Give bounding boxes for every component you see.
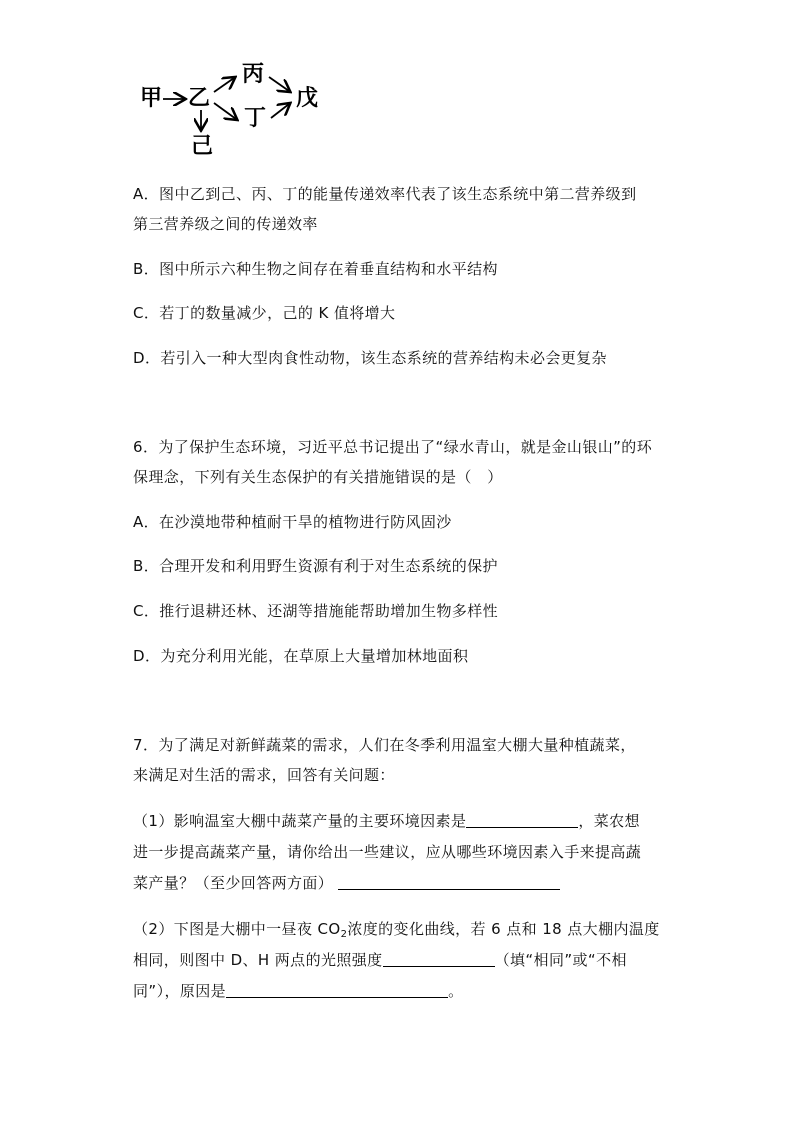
q5-option-a-line1: A．图中乙到己、丙、丁的能量传递效率代表了该生态系统中第二营养级到 <box>133 185 637 203</box>
q7-part2-text-f: 。 <box>448 982 464 1000</box>
q5-option-d: D．若引入一种大型肉食性动物，该生态系统的营养结构未必会更复杂 <box>133 349 607 367</box>
food-web-arrows <box>138 62 338 162</box>
arrow-yi-bing <box>214 78 234 92</box>
q6-option-b: B．合理开发和利用野生资源有利于对生态系统的保护 <box>133 557 498 575</box>
q5-option-c: C．若丁的数量减少，己的 K 值将增大 <box>133 304 396 322</box>
food-web-diagram <box>138 62 338 162</box>
q7-part2-text-b: 浓度的变化曲线，若 6 点和 18 点大棚内温度 <box>347 920 660 938</box>
q7-part1-text-c: 菜产量？（至少回答两方面） <box>133 874 334 892</box>
q7-part2-line2 <box>133 950 627 970</box>
q7-part2-text-e: 同”），原因是 <box>133 982 227 1000</box>
q7-part1-line3 <box>133 873 560 893</box>
node-ding: 丁 <box>244 106 267 131</box>
q7-part2-text-d: （填“相同”或“不相 <box>494 951 627 969</box>
answer-blank-1[interactable] <box>466 813 578 828</box>
answer-blank-2[interactable] <box>338 875 560 890</box>
arrow-yi-ding <box>214 103 236 119</box>
q7-part2-text-a: （2）下图是大棚中一昼夜 CO <box>133 920 341 938</box>
q7-part2-line3 <box>133 981 463 1001</box>
q7-stem-line1: 7．为了满足对新鲜蔬菜的需求，人们在冬季利用温室大棚大量种植蔬菜， <box>133 736 636 754</box>
q7-part1-text-b: ，菜农想 <box>578 812 640 830</box>
node-yi: 乙 <box>188 86 211 111</box>
q7-part1-text-a: （1）影响温室大棚中蔬菜产量的主要环境因素是 <box>133 812 467 830</box>
q6-option-d: D．为充分利用光能，在草原上大量增加林地面积 <box>133 647 469 665</box>
q7-stem-line2: 来满足对生活的需求，回答有关问题： <box>133 766 395 784</box>
answer-blank-4[interactable] <box>226 983 448 998</box>
q5-option-b: B．图中所示六种生物之间存在着垂直结构和水平结构 <box>133 260 498 278</box>
node-ji: 己 <box>191 134 214 159</box>
q6-option-c: C．推行退耕还林、还湖等措施能帮助增加生物多样性 <box>133 602 499 620</box>
q7-part2-line1 <box>133 919 660 945</box>
q7-part2-text-c: 相同，则图中 D、H 两点的光照强度 <box>133 951 383 969</box>
co2-subscript: 2 <box>340 929 348 940</box>
q6-option-a: A．在沙漠地带种植耐干旱的植物进行防风固沙 <box>133 513 452 531</box>
q5-option-a-line2: 第三营养级之间的传递效率 <box>133 215 318 233</box>
q7-part1-line2: 进一步提高蔬菜产量，请你给出一些建议，应从哪些环境因素入手来提高蔬 <box>133 843 642 861</box>
q6-stem-line1: 6．为了保护生态环境，习近平总书记提出了“绿水青山，就是金山银山”的环 <box>133 438 653 456</box>
node-wu: 戊 <box>296 86 319 111</box>
q7-part1-line1 <box>133 811 640 831</box>
arrow-ding-wu <box>271 104 289 118</box>
node-bing: 丙 <box>242 62 265 87</box>
q6-stem-line2: 保理念，下列有关生态保护的有关措施错误的是（ ） <box>133 468 503 486</box>
answer-blank-3[interactable] <box>383 952 495 967</box>
node-jia: 甲 <box>140 86 163 111</box>
arrow-bing-wu <box>269 77 289 91</box>
